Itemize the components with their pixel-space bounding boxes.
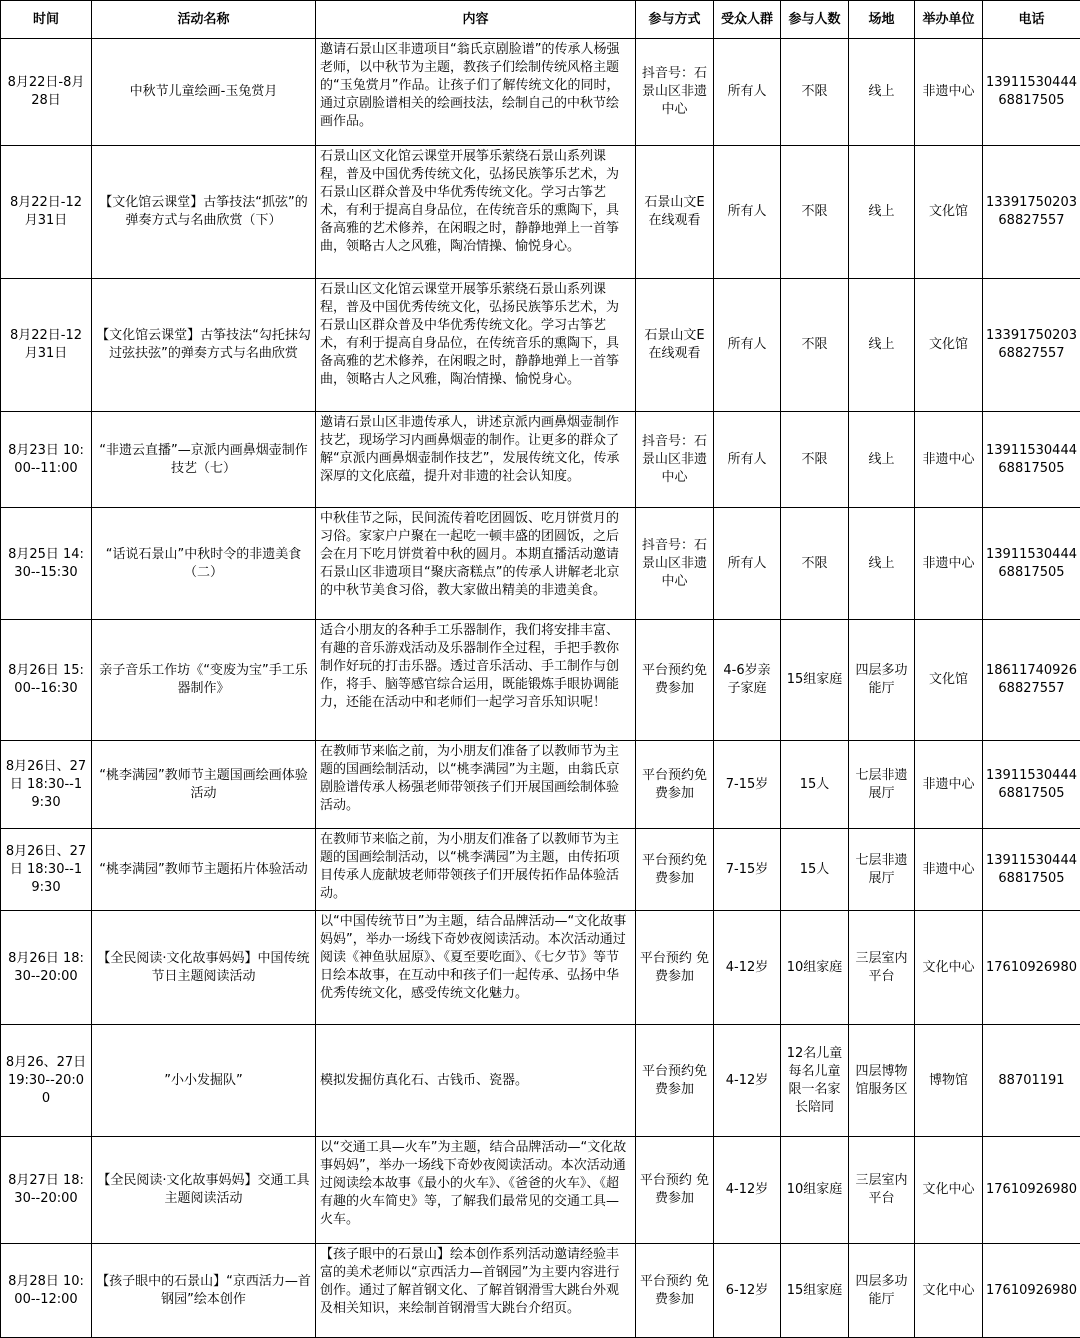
audience-cell: 所有人 xyxy=(714,508,781,620)
audience-cell: 7-15岁 xyxy=(714,829,781,911)
activity-name-cell: “桃李满园”教师节主题拓片体验活动 xyxy=(92,829,316,911)
count-cell: 12名儿童每名儿童限一名家长陪同 xyxy=(781,1025,849,1137)
count-cell: 15组家庭 xyxy=(781,620,849,741)
venue-cell: 线上 xyxy=(849,279,915,412)
method-cell: 抖音号：石景山区非遗中心 xyxy=(636,508,714,620)
table-row xyxy=(1,1137,1080,1244)
table-row xyxy=(1,508,1080,620)
header-time: 时间 xyxy=(1,1,92,39)
method-cell: 平台预约 免费参加 xyxy=(636,911,714,1025)
count-cell: 不限 xyxy=(781,279,849,412)
phone-cell: 13391750203 68827557 xyxy=(983,279,1080,412)
venue-cell: 七层非遗展厅 xyxy=(849,829,915,911)
audience-cell: 所有人 xyxy=(714,146,781,279)
activity-name-cell: “话说石景山”中秋时令的非遗美食（二） xyxy=(92,508,316,620)
audience-cell: 4-12岁 xyxy=(714,1025,781,1137)
header-method: 参与方式 xyxy=(636,1,714,39)
audience-cell: 6-12岁 xyxy=(714,1244,781,1338)
activity-name-cell: 【文化馆云课堂】古筝技法“勾托抹勾过弦扶弦”的弹奏方式与名曲欣赏 xyxy=(92,279,316,412)
org-cell: 文化馆 xyxy=(915,146,983,279)
venue-cell: 三层室内平台 xyxy=(849,911,915,1025)
org-cell: 文化馆 xyxy=(915,620,983,741)
content-cell: 在教师节来临之前，为小朋友们准备了以教师节为主题的国画绘制活动，以“桃李满园”为主题，由翁氏京剧脸谱传承人杨强老师带领孩子们开展国画绘制体验活动。 xyxy=(316,741,636,829)
venue-cell: 线上 xyxy=(849,508,915,620)
table-row xyxy=(1,620,1080,741)
method-cell: 平台预约免费参加 xyxy=(636,829,714,911)
org-cell: 博物馆 xyxy=(915,1025,983,1137)
table-row xyxy=(1,741,1080,829)
content-cell: 邀请石景山区非遗项目“翁氏京剧脸谱”的传承人杨强老师，以中秋节为主题，教孩子们绘制传统风格主题的“玉兔赏月”作品。让孩子们了解传统文化的同时，通过京剧脸谱相关的绘画技法，绘制自己的中秋节绘画作品。 xyxy=(316,39,636,146)
content-cell: 以“中国传统节日”为主题，结合品牌活动—“文化故事妈妈”，举办一场线下奇妙夜阅读活动。本次活动通过阅读《神鱼驮屈原》、《夏至要吃面》、《七夕节》等节日绘本故事，在互动中和孩子们一起传承、弘扬中华优秀传统文化，感受传统文化魅力。 xyxy=(316,911,636,1025)
audience-cell: 所有人 xyxy=(714,39,781,146)
header-audience: 受众人群 xyxy=(714,1,781,39)
count-cell: 不限 xyxy=(781,146,849,279)
org-cell: 文化中心 xyxy=(915,1244,983,1338)
venue-cell: 七层非遗展厅 xyxy=(849,741,915,829)
header-name: 活动名称 xyxy=(92,1,316,39)
activity-name-cell: ”小小发掘队” xyxy=(92,1025,316,1137)
venue-cell: 四层多功能厅 xyxy=(849,1244,915,1338)
audience-cell: 4-12岁 xyxy=(714,1137,781,1244)
count-cell: 不限 xyxy=(781,412,849,508)
venue-cell: 四层多功能厅 xyxy=(849,620,915,741)
count-cell: 10组家庭 xyxy=(781,911,849,1025)
venue-cell: 线上 xyxy=(849,39,915,146)
phone-cell: 13911530444 68817505 xyxy=(983,508,1080,620)
content-cell: 石景山区文化馆云课堂开展筝乐萦绕石景山系列课程，普及中国优秀传统文化，弘扬民族筝乐艺术，为石景山区群众普及中华优秀传统文化。学习古筝艺术，有利于提高自身品位，在传统音乐的熏陶下，具备高雅的艺术修养，在闲暇之时，静静地弹上一首筝曲，领略古人之风雅，陶冶情操、愉悦身心。 xyxy=(316,279,636,412)
count-cell: 15组家庭 xyxy=(781,1244,849,1338)
org-cell: 文化中心 xyxy=(915,1137,983,1244)
header-org: 举办单位 xyxy=(915,1,983,39)
table-row xyxy=(1,39,1080,146)
count-cell: 不限 xyxy=(781,39,849,146)
time-cell: 8月26日 18:30--20:00 xyxy=(1,911,92,1025)
time-cell: 8月22日-8月28日 xyxy=(1,39,92,146)
table-row xyxy=(1,146,1080,279)
method-cell: 平台预约免费参加 xyxy=(636,741,714,829)
phone-cell: 13911530444 68817505 xyxy=(983,39,1080,146)
method-cell: 石景山文E在线观看 xyxy=(636,279,714,412)
venue-cell: 线上 xyxy=(849,146,915,279)
org-cell: 文化中心 xyxy=(915,911,983,1025)
header-venue: 场地 xyxy=(849,1,915,39)
activity-name-cell: 亲子音乐工作坊《“变废为宝”手工乐器制作》 xyxy=(92,620,316,741)
activity-name-cell: 中秋节儿童绘画-玉兔赏月 xyxy=(92,39,316,146)
header-count: 参与人数 xyxy=(781,1,849,39)
header-content: 内容 xyxy=(316,1,636,39)
time-cell: 8月28日 10:00--12:00 xyxy=(1,1244,92,1338)
method-cell: 抖音号：石景山区非遗中心 xyxy=(636,39,714,146)
time-cell: 8月27日 18:30--20:00 xyxy=(1,1137,92,1244)
time-cell: 8月26日 15:00--16:30 xyxy=(1,620,92,741)
phone-cell: 13911530444 68817505 xyxy=(983,829,1080,911)
content-cell: 适合小朋友的各种手工乐器制作，我们将安排丰富、有趣的音乐游戏活动及乐器制作全过程，手把手教你制作好玩的打击乐器。透过音乐活动、手工制作与创作，将手、脑等感官综合运用，既能锻炼手眼协调能力，还能在活动中和老师们一起学习音乐知识呢！ xyxy=(316,620,636,741)
count-cell: 15人 xyxy=(781,741,849,829)
content-cell: 以“交通工具—火车”为主题，结合品牌活动—“文化故事妈妈”，举办一场线下奇妙夜阅读活动。本次活动通过阅读绘本故事《最小的火车》、《爸爸的火车》、《超有趣的火车简史》等，了解我们最常见的交通工具—火车。 xyxy=(316,1137,636,1244)
header-phone: 电话 xyxy=(983,1,1080,39)
venue-cell: 四层博物馆服务区 xyxy=(849,1025,915,1137)
activity-name-cell: “桃李满园”教师节主题国画绘画体验活动 xyxy=(92,741,316,829)
org-cell: 文化馆 xyxy=(915,279,983,412)
method-cell: 平台预约免费参加 xyxy=(636,620,714,741)
audience-cell: 4-12岁 xyxy=(714,911,781,1025)
activity-name-cell: 【文化馆云课堂】古筝技法“抓弦”的弹奏方式与名曲欣赏（下） xyxy=(92,146,316,279)
table-row xyxy=(1,1244,1080,1338)
time-cell: 8月22日-12月31日 xyxy=(1,146,92,279)
venue-cell: 线上 xyxy=(849,412,915,508)
audience-cell: 7-15岁 xyxy=(714,741,781,829)
phone-cell: 13911530444 68817505 xyxy=(983,412,1080,508)
venue-cell: 三层室内平台 xyxy=(849,1137,915,1244)
phone-cell: 13911530444 68817505 xyxy=(983,741,1080,829)
org-cell: 非遗中心 xyxy=(915,741,983,829)
content-cell: 在教师节来临之前，为小朋友们准备了以教师节为主题的国画绘制活动，以“桃李满园”为主题，由传拓项目传承人庞献坡老师带领孩子们开展传拓作品体验活动。 xyxy=(316,829,636,911)
phone-cell: 17610926980 xyxy=(983,1244,1080,1338)
phone-cell: 18611740926 68827557 xyxy=(983,620,1080,741)
content-cell: 模拟发掘仿真化石、古钱币、瓷器。 xyxy=(316,1025,636,1137)
method-cell: 平台预约免费参加 xyxy=(636,1025,714,1137)
content-cell: 石景山区文化馆云课堂开展筝乐萦绕石景山系列课程，普及中国优秀传统文化，弘扬民族筝乐艺术，为石景山区群众普及中华优秀传统文化。学习古筝艺术，有利于提高自身品位，在传统音乐的熏陶下，具备高雅的艺术修养，在闲暇之时，静静地弹上一首筝曲，领略古人之风雅，陶冶情操、愉悦身心。 xyxy=(316,146,636,279)
table-row xyxy=(1,829,1080,911)
content-cell: 中秋佳节之际，民间流传着吃团圆饭、吃月饼赏月的习俗。家家户户聚在一起吃一顿丰盛的团圆饭，之后会在月下吃月饼赏着中秋的圆月。本期直播活动邀请石景山区非遗项目“聚庆斋糕点”的传承人讲解老北京的中秋节美食习俗，教大家做出精美的非遗美食。 xyxy=(316,508,636,620)
activity-name-cell: 【全民阅读·文化故事妈妈】中国传统节日主题阅读活动 xyxy=(92,911,316,1025)
content-cell: 【孩子眼中的石景山】绘本创作系列活动邀请经验丰富的美术老师以“京西活力—首钢园”为主要内容进行创作。通过了解首钢文化、了解首钢滑雪大跳台外观及相关知识，来绘制首钢滑雪大跳台介绍页。 xyxy=(316,1244,636,1338)
method-cell: 平台预约 免费参加 xyxy=(636,1244,714,1338)
table-row xyxy=(1,911,1080,1025)
time-cell: 8月26、27日 19:30--20:00 xyxy=(1,1025,92,1137)
activity-name-cell: “非遗云直播”—京派内画鼻烟壶制作技艺（七） xyxy=(92,412,316,508)
table-row xyxy=(1,1025,1080,1137)
method-cell: 石景山文E在线观看 xyxy=(636,146,714,279)
phone-cell: 17610926980 xyxy=(983,1137,1080,1244)
count-cell: 15人 xyxy=(781,829,849,911)
header-row xyxy=(1,1,1080,39)
phone-cell: 17610926980 xyxy=(983,911,1080,1025)
audience-cell: 4-6岁亲子家庭 xyxy=(714,620,781,741)
content-cell: 邀请石景山区非遗传承人，讲述京派内画鼻烟壶制作技艺，现场学习内画鼻烟壶的制作。让更多的群众了解“京派内画鼻烟壶制作技艺”，发展传统文化，传承深厚的文化底蕴，提升对非遗的社会认知度。 xyxy=(316,412,636,508)
org-cell: 非遗中心 xyxy=(915,39,983,146)
count-cell: 不限 xyxy=(781,508,849,620)
org-cell: 非遗中心 xyxy=(915,412,983,508)
method-cell: 平台预约 免费参加 xyxy=(636,1137,714,1244)
method-cell: 抖音号：石景山区非遗中心 xyxy=(636,412,714,508)
phone-cell: 88701191 xyxy=(983,1025,1080,1137)
time-cell: 8月26日、27日 18:30--19:30 xyxy=(1,741,92,829)
time-cell: 8月22日-12月31日 xyxy=(1,279,92,412)
audience-cell: 所有人 xyxy=(714,279,781,412)
org-cell: 非遗中心 xyxy=(915,829,983,911)
time-cell: 8月25日 14:30--15:30 xyxy=(1,508,92,620)
count-cell: 10组家庭 xyxy=(781,1137,849,1244)
table-row xyxy=(1,279,1080,412)
activity-name-cell: 【孩子眼中的石景山】“京西活力—首钢园”绘本创作 xyxy=(92,1244,316,1338)
activity-name-cell: 【全民阅读·文化故事妈妈】交通工具主题阅读活动 xyxy=(92,1137,316,1244)
time-cell: 8月23日 10:00--11:00 xyxy=(1,412,92,508)
phone-cell: 13391750203 68827557 xyxy=(983,146,1080,279)
audience-cell: 所有人 xyxy=(714,412,781,508)
org-cell: 非遗中心 xyxy=(915,508,983,620)
time-cell: 8月26日、27日 18:30--19:30 xyxy=(1,829,92,911)
table-row xyxy=(1,412,1080,508)
